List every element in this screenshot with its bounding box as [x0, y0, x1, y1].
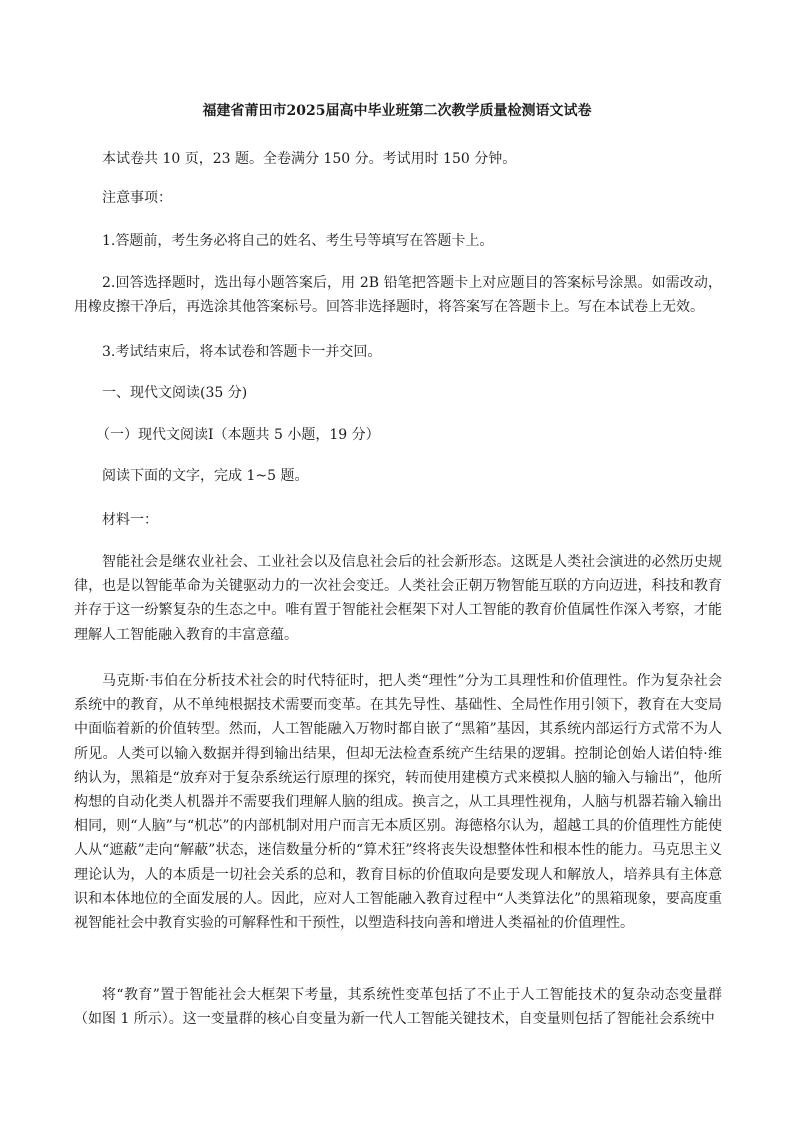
reading-instruction: 阅读下面的文字，完成 1~5 题。 — [102, 468, 309, 484]
section-heading: 一、现代文阅读(35 分) — [102, 385, 248, 401]
subsection-heading: （一）现代文阅读Ⅰ（本题共 5 小题，19 分） — [96, 427, 380, 443]
notice-item-3: 3.考试结束后，将本试卷和答题卡一并交回。 — [102, 344, 382, 360]
paragraph: 马克斯·韦伯在分析技术社会的时代特征时，把人类“理性”分为工具理性和价值理性。作为复杂社会系统中的教育，从不单纯根据技术需要而变革。在其先导性、基础性、全局性作用引领下，教育在大变局中面临着新的价值转型。然而，人工智能融入万物时都自嵌了“黑箱”基因，其系统内部运行方式常不为人所见。人类可以输入数据并得到输出结果，但却无法检查系统产生结果的逻辑。控制论创始人诺伯特·维纳认为，黑箱是“放弃对于复杂系统运行原理的探究，转而使用建模方式来模拟人脑的输入与输出”，他所构想的自动化类人机器并不需要我们理解人脑的组成。换言之，从工具理性视角，人脑与机器若输入输出相同，则“人脑”与“机芯”的内部机制对用户而言无本质区别。海德格尔认为，超越工具的价值理性方能使人从“遮蔽”走向“解蔽”状态，迷信数量分析的“算术狂”终将丧失设想整体性和根本性的能力。马克思主义理论认为，人的本质是一切社会关系的总和，教育目标的价值取向是要发现人和解放人，培养具有主体意识和本体地位的全面发展的人。因此，应对人工智能融入教育过程中“人类算法化”的黑箱现象，要高度重视智能社会中教育实验的可解释性和干预性，以塑造科技向善和增进人类福祉的价值理性。 — [74, 673, 722, 932]
paragraph: 智能社会是继农业社会、工业社会以及信息社会后的社会新形态。这既是人类社会演进的必然历史规律，也是以智能革命为关键驱动力的一次社会变迁。人类社会正朝万物智能互联的方向迈进，科技和教育并存于这一纷繁复杂的生态之中。唯有置于智能社会框架下对人工智能的教育价值属性作深入考察，才能理解人工智能融入教育的丰富意蕴。 — [74, 554, 722, 643]
paragraph: 将“教育”置于智能社会大框架下考量，其系统性变革包括了不止于人工智能技术的复杂动态变量群（如图 1 所示）。这一变量群的核心自变量为新一代人工智能关键技术，自变量则包括了智能社会系统中 — [74, 987, 722, 1028]
material-label: 材料一： — [102, 512, 158, 528]
notice-item-1: 1.答题前，考生务必将自己的姓名、考生号等填写在答题卡上。 — [102, 233, 494, 249]
notice-heading: 注意事项： — [102, 190, 172, 206]
notice-item-2: 2.回答选择题时，选出每小题答案后，用 2B 铅笔把答题卡上对应题目的答案标号涂黑。如需改动，用橡皮擦干净后，再选涂其他答案标号。回答非选择题时，将答案写在答题卡上。写在本试卷上无效。 — [74, 275, 722, 316]
exam-intro: 本试卷共 10 页，23 题。全卷满分 150 分。考试用时 150 分钟。 — [102, 151, 517, 167]
exam-title: 福建省莆田市2025届高中毕业班第二次教学质量检测语文试卷 — [202, 103, 592, 119]
